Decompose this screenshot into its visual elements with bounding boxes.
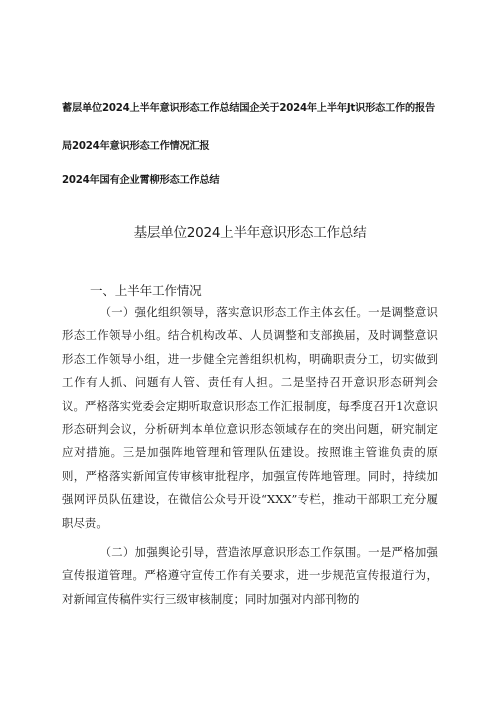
section-heading: 一、上半年工作情况 (90, 283, 202, 298)
toc-entry[interactable]: 2024年国有企业霄柳形态工作总结 (62, 175, 220, 186)
body-paragraph: （一）强化组织领导，落实意识形态工作主体玄任。一是调整意识形态工作领导小组。结合机构改革、人员调整和支部换届，及时调整意识形态工作领导小组，进一步健全完善组织机构，明确职责分工，切实做到工作有人抓、问题有人管、责任有人担。二是坚持召开意识形态研判会议。严格落实党委会定期听取意识形态工作汇报制度，每季度召开1次意识形态研判会议，分析研判本单位意识形态领域存在的突出问题，研究制定应对措施。三是加强阵地管理和管理队伍建设。按照谁主管谁负责的原则，严格落实新闻宣传审核审批程序，加强宣传阵地管理。同时，持续加强网评员队伍建设，在微信公众号开设“XXX”专栏，推动干部职工充分履职尽责。 (62, 305, 438, 530)
toc-entry[interactable]: 蓄层单位2024上半年意识形态工作总结国企关于2024年上半年Jt识形态工作的报告 (62, 103, 435, 114)
body-paragraph: （二）加强舆论引导，营造浓厚意识形态工作氛围。一是严格加强宣传报道管理。严格遵守宣传工作有关要求，进一步规范宣传报道行为，对新闻宣传稿件实行三级审核制度；同时加强对内部刊物的 (62, 545, 438, 606)
toc-entry[interactable]: 局2024年意识形态工作情况汇报 (62, 141, 210, 152)
document-title: 基层单位2024上半年意识形态工作总结 (133, 225, 367, 241)
